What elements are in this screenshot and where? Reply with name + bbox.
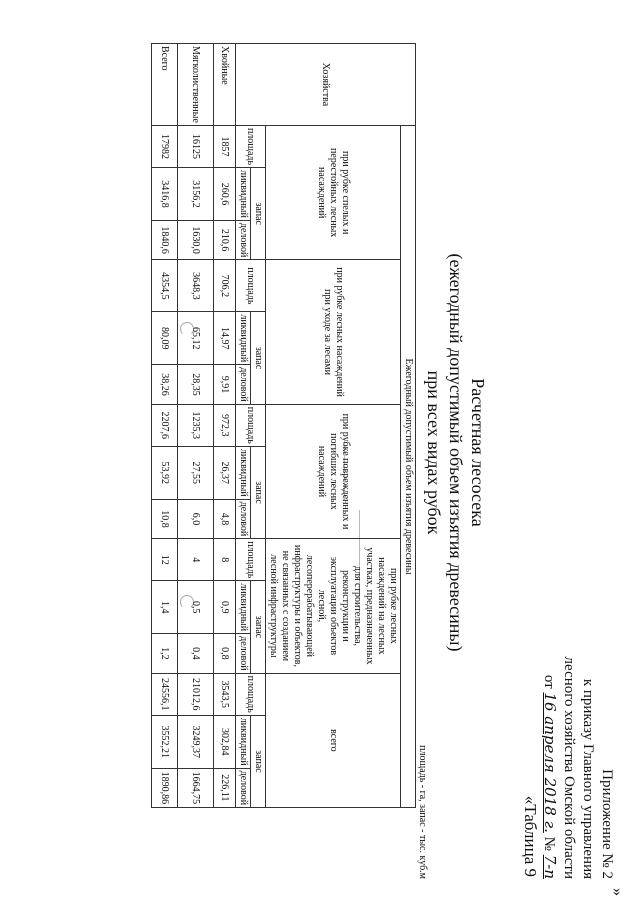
cell: 27,55 [178,446,214,499]
stock-header: запас [251,581,266,673]
cell: 226,11 [214,768,236,808]
cell: 24556,1 [152,673,178,715]
document-title: Расчетная лесосека [468,378,488,527]
table-row [214,44,236,808]
area-header: площадь [236,125,266,167]
area-header: площадь [236,404,266,446]
cell: 17982 [152,125,178,167]
business-header: деловой [236,499,251,539]
issuing-authority: лесного хозяйства Омской области [561,656,577,879]
cell: 1857 [214,125,236,167]
area-header: площадь [236,539,266,581]
table-label: «Таблица 9 [521,795,540,877]
cell: 16125 [178,125,214,167]
cell: 972,3 [214,404,236,446]
stock-header: запас [251,168,266,260]
allowable-cut-table [151,43,416,808]
cell: 4,8 [214,499,236,539]
stock-header: запас [251,312,266,404]
cell: 53,92 [152,446,178,499]
cell: 1840,6 [152,220,178,260]
cell: 21012,6 [178,673,214,715]
main-header: Ежегодный допустимый объем изъятия древесины [401,125,416,807]
cell: 4 [178,539,214,581]
cell: 12 [152,539,178,581]
business-header: деловой [236,220,251,260]
liquid-header: ликвидный [236,715,251,768]
cell: 26,37 [214,446,236,499]
cell: 1,4 [152,581,178,634]
group-total: всего [266,673,401,807]
document-subtitle: (ежегодный допустимый объем изъятия древесины) [446,253,466,652]
table-row [178,44,214,808]
business-header: деловой [236,365,251,405]
liquid-header: ликвидный [236,446,251,499]
cell: 65,12 [178,312,214,365]
row-label: Мягколиственные [178,44,214,126]
group-construction: при рубке лесных насаждений на лесных участках, предназначенных для строительства, реконструкции и эксплуатации объектов лесной, лесоперерабатывающей инфраструктуры и объектов, не связанных с созданием лесной инфраструктуры [266,539,401,673]
handwritten-number: 7-п [541,854,559,879]
group-thinning: при рубке лесных насаждений при уходе за лесами [266,260,401,404]
handwritten-date: 16 апреля 2018 г. [541,692,559,833]
business-header: деловой [236,768,251,808]
business-header: деловой [236,634,251,674]
cell: 260,6 [214,168,236,221]
cell: 1235,3 [178,404,214,446]
cell: 3249,37 [178,715,214,768]
cell: 706,2 [214,260,236,312]
cell: 4354,5 [152,260,178,312]
cell: 28,35 [178,365,214,405]
cell: 3416,8 [152,168,178,221]
cell: 14,97 [214,312,236,365]
cell: 38,26 [152,365,178,405]
closing-quote: » [609,888,626,896]
liquid-header: ликвидный [236,312,251,365]
cell: 3552,21 [152,715,178,768]
cell: 10,8 [152,499,178,539]
cell: 0,5 [178,581,214,634]
cell: 9,91 [214,365,236,405]
cell: 0,4 [178,634,214,674]
liquid-header: ликвидный [236,581,251,634]
document-subtitle-2: при всех видах рубок [424,370,444,535]
units-note: площадь - га, запас - тыс. куб.м [417,745,428,879]
cell: 2207,6 [152,404,178,446]
cell: 3648,3 [178,260,214,312]
stock-header: запас [251,715,266,807]
liquid-header: ликвидный [236,168,251,221]
group-mature: при рубке спелых и перестойных лесных насаждений [266,125,401,259]
row-label: Хвойные [214,44,236,126]
cell: 3156,2 [178,168,214,221]
order-reference: к приказу Главного управления [580,678,596,879]
cell: 0,9 [214,581,236,634]
area-header: площадь [236,673,266,715]
order-date-line: от 16 апреля 2018 г. № 7-п [541,674,559,879]
appendix-number: Приложение № 2 [599,769,615,879]
cell: 8 [214,539,236,581]
cell: 1664,75 [178,768,214,808]
cell: 210,6 [214,220,236,260]
table-row [152,44,178,808]
col-header-farms: Хозяйства [236,44,416,126]
cell: 0,8 [214,634,236,674]
cell: 80,09 [152,312,178,365]
row-label: Всего [152,44,178,126]
cell: 3543,5 [214,673,236,715]
cell: 302,84 [214,715,236,768]
group-damaged: при рубке поврежденных и погибших лесных насаждений [266,404,401,538]
order-header [539,579,616,879]
cell: 1890,86 [152,768,178,808]
area-header: площадь [236,260,266,312]
stock-header: запас [251,446,266,538]
cell: 1,2 [152,634,178,674]
cell: 6,0 [178,499,214,539]
cell: 1630,0 [178,220,214,260]
